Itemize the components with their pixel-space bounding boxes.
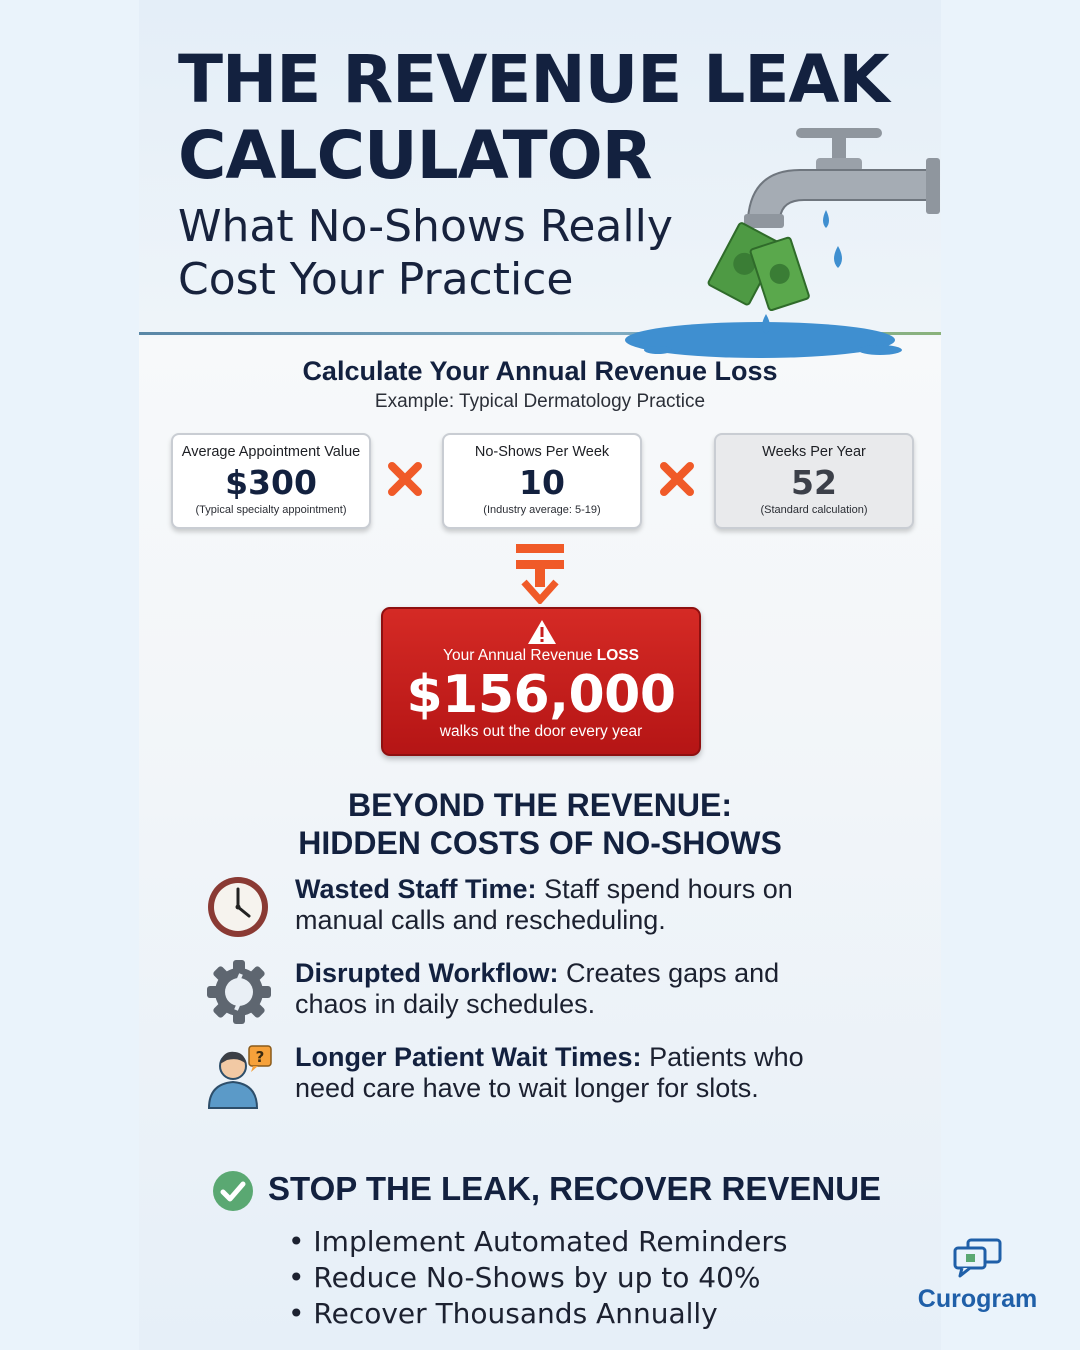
list-item: • Recover Thousands Annually [288,1297,718,1330]
list-item: • Reduce No-Shows by up to 40% [288,1261,761,1294]
input-value: 52 [791,463,837,502]
input-note: (Standard calculation) [760,504,868,516]
equals-arrow-icon [514,542,566,604]
hidden-cost-text: Disrupted Workflow: Creates gaps and chaos in daily schedules. [295,958,780,1019]
svg-text:?: ? [255,1048,265,1066]
brand-name: Curogram [917,1285,1038,1313]
hidden-cost-text: Longer Patient Wait Times: Patients who need care have to wait longer for slots. [295,1042,804,1103]
calculator-example: Example: Typical Dermatology Practice [374,391,706,412]
clock-icon [205,876,273,942]
input-value: 10 [519,463,565,502]
input-label: No-Shows Per Week [474,444,610,460]
input-card-no-shows [442,433,642,529]
input-label: Average Appointment Value [181,444,361,460]
hidden-cost-item [205,876,845,946]
brand-logo [905,1238,1050,1318]
annual-loss-result [381,607,701,756]
list-item: • Implement Automated Reminders [288,1225,788,1258]
input-card-appointment-value [171,433,371,529]
input-value: $300 [225,463,317,502]
multiply-icon [656,458,698,500]
loss-amount: $156,000 [406,665,676,725]
loss-label: Your Annual Revenue LOSS [443,647,639,664]
solution-heading-row [212,1168,912,1214]
input-note: (Industry average: 5-19) [483,504,601,516]
page-subtitle: What No-Shows Really Cost Your Practice [178,201,673,305]
calculator-heading: Calculate Your Annual Revenue Loss [302,356,778,386]
hidden-cost-text: Wasted Staff Time: Staff spend hours on manual calls and rescheduling. [295,874,793,935]
hidden-cost-item [205,1044,845,1114]
page-title: THE REVENUE LEAK CALCULATOR [178,41,889,194]
input-label: Weeks Per Year [762,444,866,460]
broken-gear-icon [205,960,273,1026]
hidden-costs-heading: BEYOND THE REVENUE: HIDDEN COSTS OF NO-SHOWS [298,787,782,861]
loss-note: walks out the door every year [439,723,643,740]
solution-list [288,1224,788,1332]
warning-icon [527,619,557,645]
waiting-patient-icon [205,1044,273,1110]
input-note: (Typical specialty appointment) [195,504,347,516]
leaking-faucet-icon [620,118,950,368]
input-card-weeks [714,433,914,529]
solution-heading: STOP THE LEAK, RECOVER REVENUE [268,1170,882,1207]
hidden-cost-item [205,960,845,1030]
multiply-icon [384,458,426,500]
chat-bubbles-icon [952,1238,1004,1278]
checkmark-icon [212,1170,254,1212]
